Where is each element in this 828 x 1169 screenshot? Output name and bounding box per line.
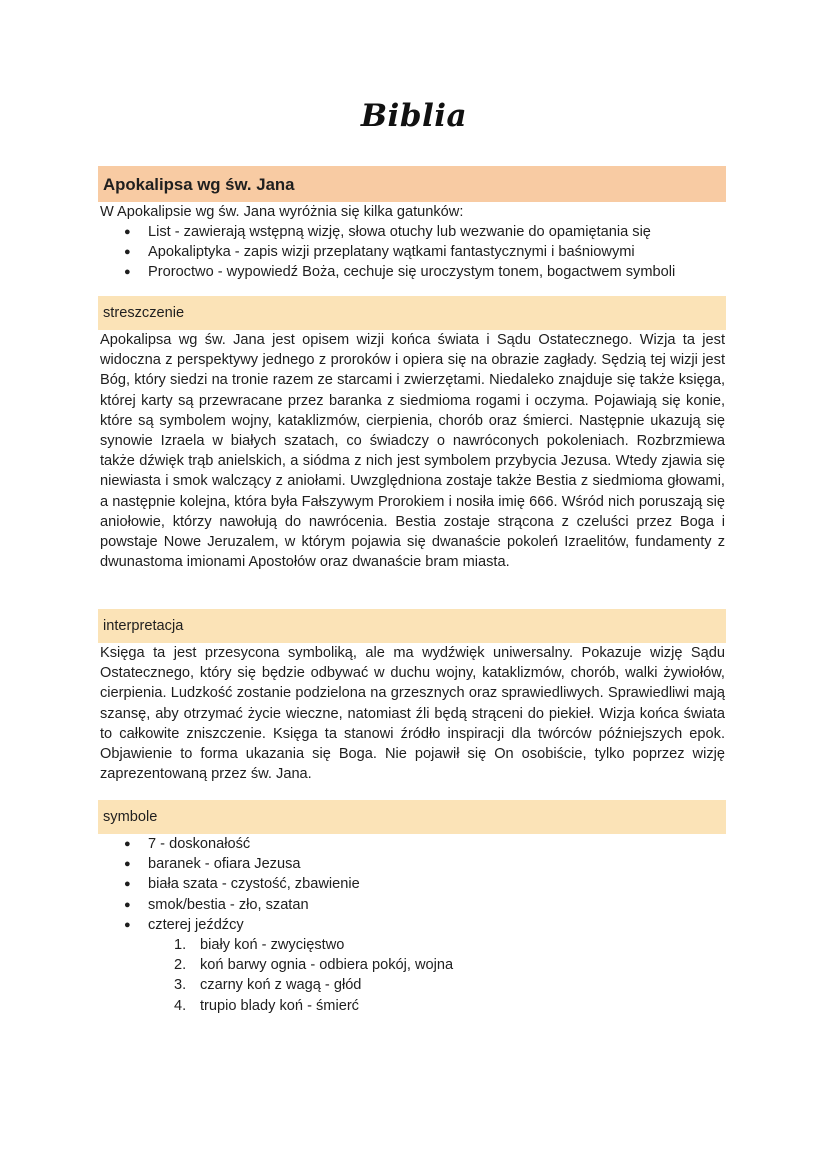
list-item	[98, 975, 726, 995]
list-number: 4.	[174, 997, 187, 1014]
section-intro: W Apokalipsie wg św. Jana wyróżnia się kilka gatunków:	[100, 204, 464, 220]
genre-list	[98, 222, 726, 283]
list-item: ● baranek - ofiara Jezusa	[98, 854, 726, 874]
list-item-text: czarny koń z wagą - głód	[200, 977, 362, 994]
list-number: 3.	[174, 977, 187, 994]
section-apokalipsa	[98, 166, 726, 283]
list-item: ● List - zawierają wstępną wizję, słowa otuchy lub wezwanie do opamiętania się	[98, 222, 726, 242]
list-item: ● 7 - doskonałość	[98, 834, 726, 854]
interpretation-paragraph: Księga ta jest przesycona symboliką, ale ma wydźwięk uniwersalny. Pokazuje wizję Sądu Ostatecznego, który się będzie odbywać w duchu wojny, kataklizmów, chorób, walki żywiołów, cierpienia. Ludzkość zostanie podzielona na grzesznych oraz sprawiedliwych. Sprawiedliwi mają szansę, aby otrzymać życie wieczne, natomiast źli będą strąceni do piekieł. Wizja końca świata to całkowite zniszczenie. Księga ta stanowi źródło inspiracji dla twórców późniejszych epok. Objawienie to forma ukazania się Boga. Nie pojawił się On osobiście, tylko poprzez wizję zaprezentowaną przez św. Jana.	[100, 645, 725, 783]
list-item	[98, 996, 726, 1016]
section-heading: symbole	[98, 800, 726, 834]
riders-list	[98, 935, 726, 1016]
section-symbole	[98, 800, 726, 1016]
section-streszczenie	[98, 296, 726, 572]
list-item	[98, 935, 726, 955]
page-title: Biblia	[360, 98, 468, 134]
section-heading: Apokalipsa wg św. Jana	[98, 166, 726, 202]
list-item: ● Proroctwo - wypowiedź Boża, cechuje się uroczystym tonem, bogactwem symboli	[98, 262, 726, 282]
list-item: ● czterej jeźdźcy	[98, 915, 726, 935]
list-item: ● smok/bestia - zło, szatan	[98, 895, 726, 915]
list-item: ● biała szata - czystość, zbawienie	[98, 874, 726, 894]
list-item-text: trupio blady koń - śmierć	[200, 997, 359, 1014]
list-item-text: biały koń - zwycięstwo	[200, 937, 345, 954]
list-item	[98, 955, 726, 975]
section-heading: streszczenie	[98, 296, 726, 330]
section-heading: interpretacja	[98, 609, 726, 643]
summary-paragraph: Apokalipsa wg św. Jana jest opisem wizji końca świata i Sądu Ostatecznego. Wizja ta jest widoczna z perspektywy jednego z proroków i opiera się na obrazie zagłady. Sędzią tej wizji jest Bóg, który siedzi na tronie razem ze starcami i zwierzętami. Niedaleko znajduje się także księga, której karty są przewracane przez baranka z siedmioma rogami i oczyma. Pojawiają się konie, które są symbolem wojny, kataklizmów, cierpienia, chorób oraz śmierci. Następnie ukazują się synowie Izraela w białych szatach, co świadczy o nawróconych pokoleniach. Rozbrzmiewa także dźwięk trąb anielskich, a siódma z nich jest symbolem przybycia Jezusa. Wtedy zjawia się niewiasta i smok walczący z aniołami. Uwzględniona zostaje także Bestia z siedmioma głowami, a następnie kolejna, która była Fałszywym Prorokiem i nosiła imię 666. Wśród nich poruszają się aniołowie, którzy nawołują do nawrócenia. Bestia zostaje strącona z czeluści przez Boga i powstaje Nowe Jeruzalem, w którym pojawia się dwanaście pokoleń Izraelitów, fundamenty z dwunastoma imionami Apostołów oraz dwanaście bram miasta.	[100, 332, 725, 571]
symbol-list	[98, 834, 726, 935]
list-number: 1.	[174, 937, 187, 954]
section-interpretacja	[98, 609, 726, 784]
list-item-text: koń barwy ognia - odbiera pokój, wojna	[200, 957, 454, 974]
list-number: 2.	[174, 957, 187, 974]
list-item: ● Apokaliptyka - zapis wizji przeplatany wątkami fantastycznymi i baśniowymi	[98, 242, 726, 262]
